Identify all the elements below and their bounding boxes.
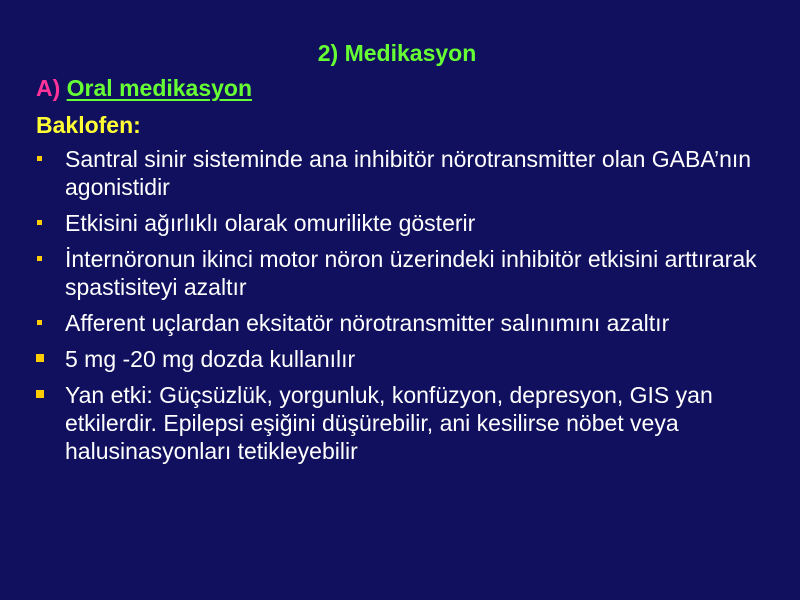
bullet-text: İnternöronun ikinci motor nöron üzerindeki inhibitör etkisini arttırarak spastisiteyi azaltır: [65, 246, 757, 300]
bullet-item: [36, 381, 766, 465]
bullet-text: 5 mg -20 mg dozda kullanılır: [65, 346, 356, 372]
bullet-item: [36, 345, 766, 373]
bullet-text: Santral sinir sisteminde ana inhibitör nörotransmitter olan GABA’nın agonistidir: [65, 146, 752, 200]
bullet-text: Yan etki: Güçsüzlük, yorgunluk, konfüzyon, depresyon, GIS yan etkilerdir. Epilepsi eşiğini düşürebilir, ani kesilirse nöbet veya halusinasyonları tetikleyebilir: [65, 382, 713, 464]
bullet-item: [36, 209, 766, 237]
bullet-item: [36, 309, 766, 337]
section-title: Oral medikasyon: [66, 75, 253, 101]
bullet-text: Afferent uçlardan eksitatör nörotransmitter salınımını azaltır: [65, 310, 670, 336]
bullet-text: Etkisini ağırlıklı olarak omurilikte gösterir: [65, 210, 476, 236]
bullet-list: [36, 145, 766, 473]
square-bullet-icon: [37, 220, 42, 225]
square-bullet-icon: [36, 390, 44, 398]
square-bullet-icon: [37, 156, 42, 161]
section-letter: A): [36, 75, 61, 101]
section-heading: [36, 75, 252, 102]
bullet-item: [36, 245, 766, 301]
square-bullet-icon: [37, 256, 42, 261]
drug-heading: Baklofen:: [36, 112, 141, 138]
square-bullet-icon: [36, 354, 44, 362]
slide-title: 2) Medikasyon: [317, 40, 477, 66]
bullet-item: [36, 145, 766, 201]
square-bullet-icon: [37, 320, 42, 325]
